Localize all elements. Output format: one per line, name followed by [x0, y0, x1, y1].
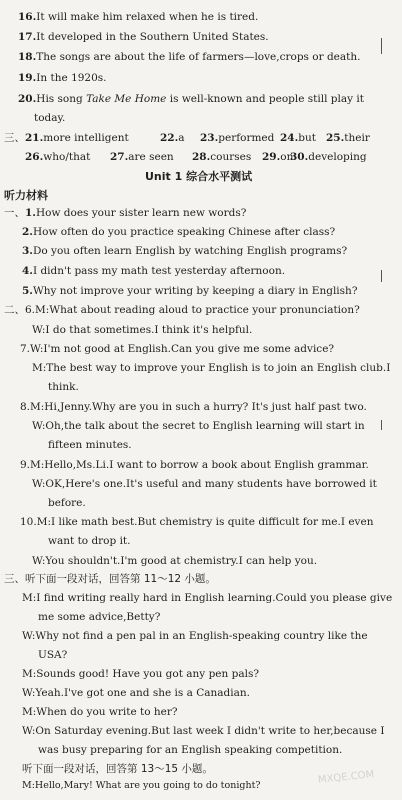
- answer-25: 25.their: [326, 132, 370, 144]
- margin-mark: [381, 420, 383, 430]
- answer-29: 29.on: [262, 151, 294, 163]
- part1-item-3: 3.Do you often learn English by watching English programs?: [22, 245, 348, 257]
- dialog-line: W:On Saturday evening.But last week I didn't write to her,because I: [22, 725, 385, 737]
- watermark: MXQE.COM: [317, 769, 375, 786]
- fill-in-row-1: 三、21.more intelligent: [4, 132, 129, 144]
- part2-line: before.: [48, 497, 86, 509]
- dialog-line: W:Why not find a pen pal in an English-speaking country like the: [22, 630, 368, 642]
- part2-line: 9.M:Hello,Ms.Li.I want to borrow a book about English grammar.: [20, 459, 369, 471]
- answer-23: 23.performed: [200, 132, 275, 144]
- part1-item-4: 4.I didn't pass my math test yesterday afternoon.: [22, 265, 286, 277]
- answer-22: 22.a: [160, 132, 185, 144]
- part2-line: W:Oh,the talk about the secret to English learning will start in: [32, 420, 365, 432]
- answer-20-cont: today.: [34, 112, 66, 124]
- answer-26: 26.who/that: [25, 151, 91, 163]
- part2-line: 7.W:I'm not good at English.Can you give me some advice?: [20, 343, 335, 355]
- answer-19: 19.In the 1920s.: [18, 72, 107, 84]
- part3-intro-1: 三、听下面一段对话，回答第 11～12 小题。: [4, 573, 216, 585]
- answer-27: 27.are seen: [110, 151, 174, 163]
- answer-18: 18.The songs are about the life of farmers—love,crops or death.: [18, 51, 361, 63]
- part3-intro-2: 听下面一段对话，回答第 13～15 小题。: [22, 763, 213, 775]
- dialog-line: USA?: [38, 649, 68, 661]
- part1-item-5: 5.Why not improve your writing by keeping a diary in English?: [22, 285, 358, 297]
- part2-line: W:OK,Here's one.It's useful and many students have borrowed it: [32, 478, 377, 490]
- margin-mark: [381, 38, 383, 54]
- dialog-line: M:When do you write to her?: [22, 706, 178, 718]
- part2-line: fifteen minutes.: [48, 439, 132, 451]
- unit-title: Unit 1 综合水平测试: [145, 170, 253, 183]
- part2-line: want to drop it.: [48, 535, 131, 547]
- answer-24: 24.but: [280, 132, 316, 144]
- dialog-line: M:Hello,Mary! What are you going to do tonight?: [22, 780, 261, 791]
- part2-line: 二、6.M:What about reading aloud to practice your pronunciation?: [4, 304, 360, 316]
- part2-line: 8.M:Hi,Jenny.Why are you in such a hurry? It's just half past two.: [20, 401, 367, 413]
- part2-line: W:You shouldn't.I'm good at chemistry.I can help you.: [32, 555, 318, 567]
- part1-item-2: 2.How often do you practice speaking Chinese after class?: [22, 226, 336, 238]
- part2-line: W:I do that sometimes.I think it's helpful.: [32, 324, 253, 336]
- answer-30: 30.developing: [290, 151, 367, 163]
- part1-item-1: 一、1.How does your sister learn new words?: [4, 207, 247, 219]
- dialog-line: me some advice,Betty?: [38, 611, 161, 623]
- part2-line: 10.M:I like math best.But chemistry is quite difficult for me.I even: [20, 516, 374, 528]
- answer-17: 17.It developed in the Southern United States.: [18, 31, 269, 43]
- part2-line: think.: [48, 381, 79, 393]
- dialog-line: M:Sounds good! Have you got any pen pals?: [22, 668, 259, 680]
- answer-28: 28.courses: [192, 151, 252, 163]
- part2-line: M:The best way to improve your English is to join an English club.I: [32, 362, 391, 374]
- answer-16: 16.It will make him relaxed when he is tired.: [18, 11, 259, 23]
- answer-20: 20.His song Take Me Home is well-known and people still play it: [18, 93, 364, 105]
- margin-mark: [381, 270, 383, 282]
- listening-title: 听力材料: [4, 189, 48, 202]
- dialog-line: M:I find writing really hard in English learning.Could you please give: [22, 592, 393, 604]
- dialog-line: was busy preparing for an English speaking competition.: [38, 744, 343, 756]
- dialog-line: W:Yeah.I've got one and she is a Canadian.: [22, 687, 250, 699]
